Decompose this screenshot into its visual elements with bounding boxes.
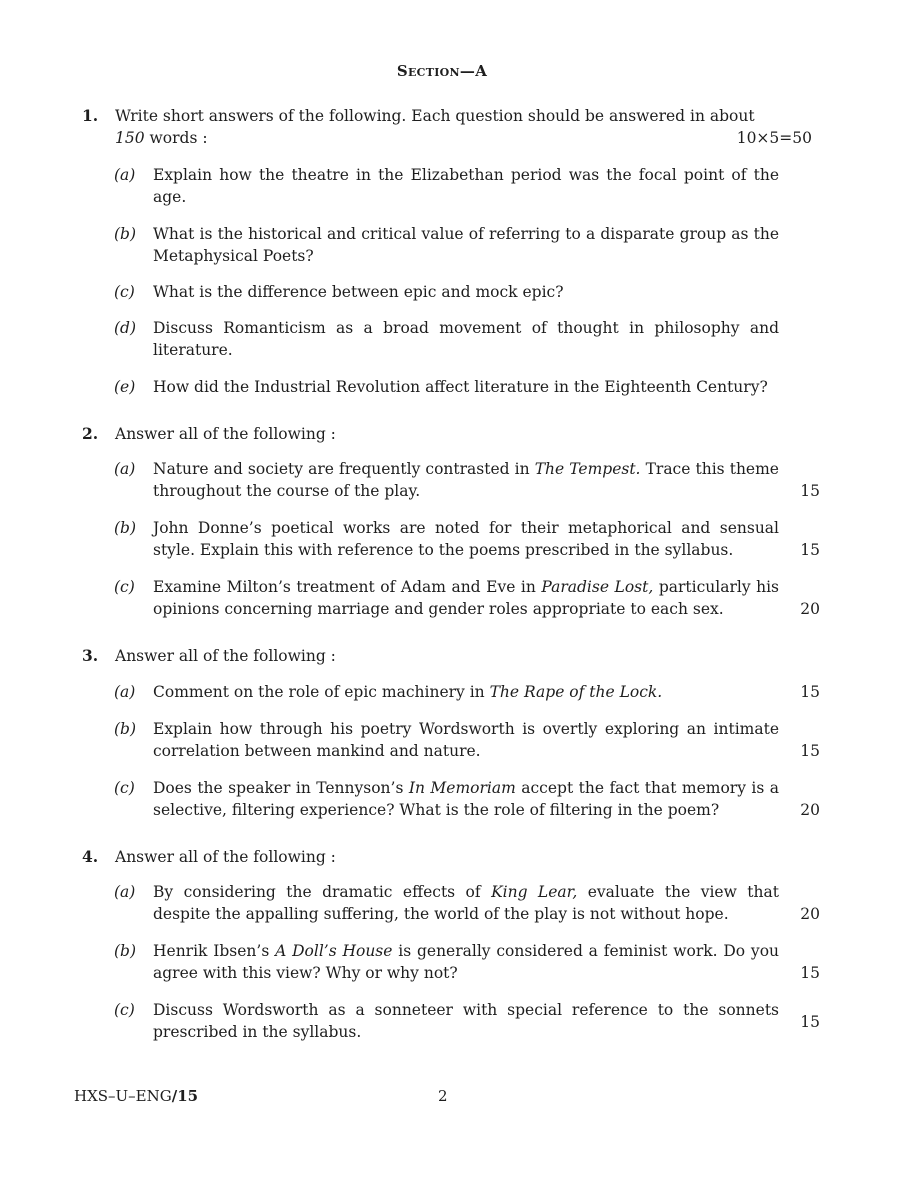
part-marks: 15: [800, 964, 820, 982]
question-part: [114, 576, 822, 620]
question-part: [114, 223, 822, 267]
part-text: [153, 777, 779, 821]
question-marks: 10×5=50: [736, 129, 812, 147]
section-title: Section—A: [396, 62, 488, 80]
question-3: [82, 645, 822, 667]
part-text-pre: Henrik Ibsen’s: [153, 942, 276, 960]
part-marks: 20: [800, 905, 820, 923]
part-label: (d): [114, 319, 137, 337]
part-label: (c): [114, 779, 135, 797]
work-title: In Memoriam: [408, 779, 516, 797]
paper-code: [74, 1087, 198, 1105]
work-title: The Rape of the Lock.: [489, 683, 663, 701]
part-marks: 15: [800, 683, 820, 701]
part-text: [153, 576, 779, 620]
question-instruction: Write short answers of the following. Each question should be answered in about: [115, 107, 755, 125]
part-marks: 20: [800, 600, 820, 618]
part-marks: 15: [800, 541, 820, 559]
question-4: [82, 846, 822, 868]
part-text-pre: Examine Milton’s treatment of Adam and Eve in: [153, 578, 542, 596]
part-text: How did the Industrial Revolution affect literature in the Eighteenth Century?: [153, 378, 768, 396]
question-text: Answer all of the following :: [115, 848, 336, 866]
work-title: A Doll’s House: [275, 942, 393, 960]
part-marks: 15: [800, 482, 820, 500]
part-label: (a): [114, 166, 136, 184]
part-text-post: accept the fact that memory is a selective, filtering experience? What is the role of filtering in the poem?: [153, 779, 780, 819]
part-text: What is the historical and critical value of referring to a disparate group as the Metaphysical Poets?: [153, 225, 779, 265]
part-text-post: Trace this theme throughout the course of the play.: [153, 460, 779, 500]
part-text: Explain how through his poetry Wordsworth is overtly exploring an intimate correlation between mankind and nature.: [153, 720, 779, 760]
question-number: 1.: [82, 106, 99, 125]
part-text: What is the difference between epic and mock epic?: [153, 283, 564, 301]
work-title: Paradise Lost,: [541, 578, 654, 596]
question-part: [114, 777, 822, 821]
question-number: 2.: [82, 424, 99, 443]
paper-code-prefix: HXS–U–ENG: [74, 1087, 172, 1105]
part-label: (b): [114, 720, 137, 738]
part-text: Discuss Wordsworth as a sonneteer with special reference to the sonnets prescribed in the syllabus.: [153, 1001, 779, 1041]
work-title: The Tempest.: [534, 460, 641, 478]
question-part: [114, 999, 822, 1043]
part-label: (a): [114, 460, 136, 478]
question-part: [114, 517, 822, 561]
question-1: [82, 105, 822, 149]
question-part: [114, 940, 822, 984]
part-label: (c): [114, 578, 135, 596]
word-count-label: words :: [144, 129, 208, 147]
question-part: [114, 376, 822, 398]
part-marks: 15: [800, 742, 820, 760]
part-text-pre: By considering the dramatic effects of: [153, 883, 492, 901]
question-text: Answer all of the following :: [115, 647, 336, 665]
question-number: 3.: [82, 646, 99, 665]
part-marks: 20: [800, 801, 820, 819]
part-text-pre: Comment on the role of epic machinery in: [153, 683, 490, 701]
paper-code-suffix: /15: [171, 1087, 199, 1105]
part-label: (a): [114, 883, 136, 901]
part-label: (b): [114, 942, 137, 960]
question-part: [114, 681, 822, 703]
part-text: [153, 681, 779, 703]
question-part: [114, 458, 822, 502]
question-part: [114, 281, 822, 303]
part-text: Explain how the theatre in the Elizabethan period was the focal point of the age.: [153, 166, 779, 206]
part-text-post: particularly his opinions concerning marriage and gender roles appropriate to each sex.: [153, 578, 779, 618]
question-part: [114, 718, 822, 762]
part-text: John Donne’s poetical works are noted for their metaphorical and sensual style. Explain this with reference to the poems prescribed in the syllabus.: [153, 519, 779, 559]
question-part: [114, 317, 822, 361]
part-text-pre: Nature and society are frequently contrasted in: [153, 460, 535, 478]
part-text: [153, 881, 779, 925]
part-label: (b): [114, 225, 137, 243]
question-text: Answer all of the following :: [115, 425, 336, 443]
part-text-post: is generally considered a feminist work. Do you agree with this view? Why or why not?: [153, 942, 780, 982]
question-part: [114, 164, 822, 208]
part-text-post: evaluate the view that despite the appalling suffering, the world of the play is not without hope.: [153, 883, 779, 923]
part-text-pre: Does the speaker in Tennyson’s: [153, 779, 409, 797]
part-marks: 15: [800, 1013, 820, 1031]
part-text: [153, 940, 779, 984]
page-number: 2: [438, 1087, 448, 1105]
question-text: [115, 105, 822, 149]
part-text: Discuss Romanticism as a broad movement of thought in philosophy and literature.: [153, 319, 779, 359]
part-label: (b): [114, 519, 137, 537]
question-2: [82, 423, 822, 445]
word-count: 150: [115, 129, 145, 147]
part-label: (c): [114, 1001, 135, 1019]
part-label: (e): [114, 378, 136, 396]
part-text: [153, 458, 779, 502]
part-label: (a): [114, 683, 136, 701]
question-number: 4.: [82, 847, 99, 866]
part-label: (c): [114, 283, 135, 301]
question-part: [114, 881, 822, 925]
work-title: King Lear,: [491, 883, 578, 901]
